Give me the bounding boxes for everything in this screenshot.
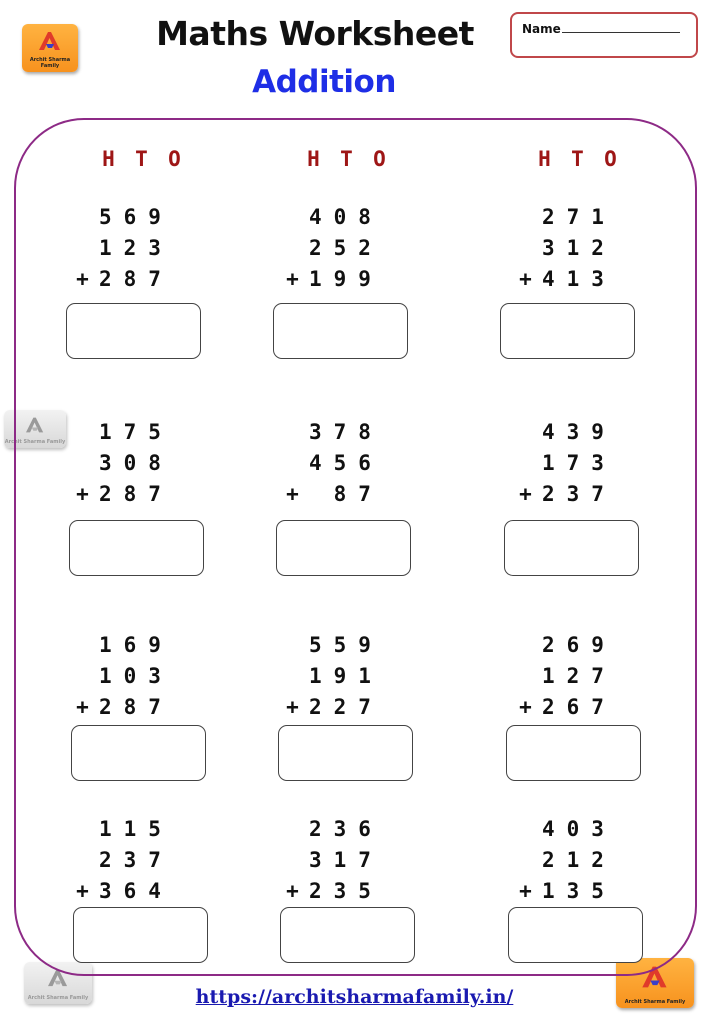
addend-row — [509, 202, 616, 233]
addend-row — [509, 630, 616, 661]
addition-problem — [509, 417, 616, 510]
answer-box[interactable] — [66, 303, 201, 359]
answer-box[interactable] — [273, 303, 408, 359]
addend: 312 — [542, 236, 616, 260]
addition-problem — [66, 202, 173, 295]
place-value-o: O — [604, 147, 617, 171]
addend-row — [509, 845, 616, 876]
page-title: Maths Worksheet — [156, 14, 474, 53]
logo-caption: Archit Sharma Family — [27, 995, 89, 1001]
operator: + — [519, 879, 532, 903]
addend-row — [66, 479, 173, 510]
addend: 271 — [542, 205, 616, 229]
footer-url[interactable]: https://architsharmafamily.in/ — [195, 986, 514, 1008]
addend: 175 — [99, 420, 173, 444]
name-field[interactable] — [510, 12, 698, 58]
operator: + — [76, 267, 89, 291]
place-value-h: H — [102, 147, 115, 171]
place-value-h: H — [307, 147, 320, 171]
addend-row — [276, 264, 383, 295]
addend: 87 — [309, 482, 383, 506]
addend-row — [66, 661, 173, 692]
addend-row — [276, 692, 383, 723]
addition-problem — [66, 630, 173, 723]
addend-row — [276, 479, 383, 510]
addend: 456 — [309, 451, 383, 475]
logo-caption: Archit Sharma Family — [29, 57, 71, 69]
addend-row — [276, 233, 383, 264]
logo-caption: Archit Sharma Family — [4, 439, 66, 445]
place-value-t: T — [135, 147, 148, 171]
page-subtitle: Addition — [252, 64, 396, 100]
answer-box[interactable] — [69, 520, 204, 576]
addition-problem — [509, 202, 616, 295]
addend: 103 — [99, 664, 173, 688]
addend-row — [276, 417, 383, 448]
name-line — [562, 22, 680, 33]
addend-row — [509, 264, 616, 295]
operator: + — [286, 482, 299, 506]
addition-problem — [509, 814, 616, 907]
place-value-o: O — [168, 147, 181, 171]
addend-row — [66, 845, 173, 876]
place-value-t: T — [571, 147, 584, 171]
addend: 287 — [99, 695, 173, 719]
addend-row — [276, 845, 383, 876]
addend: 364 — [99, 879, 173, 903]
addend: 308 — [99, 451, 173, 475]
place-value-header — [528, 147, 627, 171]
addend: 252 — [309, 236, 383, 260]
addend-row — [509, 814, 616, 845]
addition-problem — [276, 417, 383, 510]
addend-row — [276, 202, 383, 233]
addend-row — [276, 448, 383, 479]
place-value-t: T — [340, 147, 353, 171]
addend-row — [66, 417, 173, 448]
addition-problem — [66, 814, 173, 907]
addend: 287 — [99, 482, 173, 506]
operator: + — [519, 695, 532, 719]
addend: 199 — [309, 267, 383, 291]
logo-caption: Archit Sharma Family — [624, 999, 686, 1005]
addend-row — [509, 661, 616, 692]
answer-box[interactable] — [280, 907, 415, 963]
answer-box[interactable] — [508, 907, 643, 963]
answer-box[interactable] — [278, 725, 413, 781]
addend-row — [66, 692, 173, 723]
operator: + — [76, 695, 89, 719]
addend-row — [66, 814, 173, 845]
addend: 267 — [542, 695, 616, 719]
place-value-o: O — [373, 147, 386, 171]
addend: 408 — [309, 205, 383, 229]
addition-problem — [276, 202, 383, 295]
addend-row — [66, 264, 173, 295]
addend-row — [276, 876, 383, 907]
addend-row — [66, 233, 173, 264]
addend: 287 — [99, 267, 173, 291]
place-value-header — [92, 147, 191, 171]
addend: 317 — [309, 848, 383, 872]
addend: 559 — [309, 633, 383, 657]
addend: 212 — [542, 848, 616, 872]
addition-problem — [509, 630, 616, 723]
addend-row — [276, 661, 383, 692]
addend-row — [66, 202, 173, 233]
addend-row — [66, 630, 173, 661]
place-value-h: H — [538, 147, 551, 171]
addend: 439 — [542, 420, 616, 444]
addend-row — [509, 233, 616, 264]
operator: + — [286, 695, 299, 719]
answer-box[interactable] — [504, 520, 639, 576]
addend: 235 — [309, 879, 383, 903]
addend: 269 — [542, 633, 616, 657]
operator: + — [286, 267, 299, 291]
addend: 413 — [542, 267, 616, 291]
addend: 123 — [99, 236, 173, 260]
addend-row — [509, 479, 616, 510]
addend: 173 — [542, 451, 616, 475]
name-label: Name — [522, 22, 561, 36]
addend: 237 — [99, 848, 173, 872]
place-value-header — [297, 147, 396, 171]
answer-box[interactable] — [500, 303, 635, 359]
answer-box[interactable] — [73, 907, 208, 963]
answer-box[interactable] — [506, 725, 641, 781]
addend-row — [66, 448, 173, 479]
operator: + — [519, 267, 532, 291]
addend: 191 — [309, 664, 383, 688]
addition-problem — [276, 630, 383, 723]
addend: 569 — [99, 205, 173, 229]
addend-row — [276, 814, 383, 845]
addend: 135 — [542, 879, 616, 903]
answer-box[interactable] — [71, 725, 206, 781]
addend-row — [509, 417, 616, 448]
addend: 237 — [542, 482, 616, 506]
addend-row — [509, 876, 616, 907]
answer-box[interactable] — [276, 520, 411, 576]
operator: + — [286, 879, 299, 903]
addend-row — [509, 448, 616, 479]
operator: + — [519, 482, 532, 506]
addend: 127 — [542, 664, 616, 688]
addend: 169 — [99, 633, 173, 657]
addend: 115 — [99, 817, 173, 841]
addition-problem — [276, 814, 383, 907]
operator: + — [76, 879, 89, 903]
addend: 403 — [542, 817, 616, 841]
addend-row — [66, 876, 173, 907]
addend-row — [509, 692, 616, 723]
addend: 227 — [309, 695, 383, 719]
addend: 236 — [309, 817, 383, 841]
addend: 378 — [309, 420, 383, 444]
operator: + — [76, 482, 89, 506]
addition-problem — [66, 417, 173, 510]
addend-row — [276, 630, 383, 661]
